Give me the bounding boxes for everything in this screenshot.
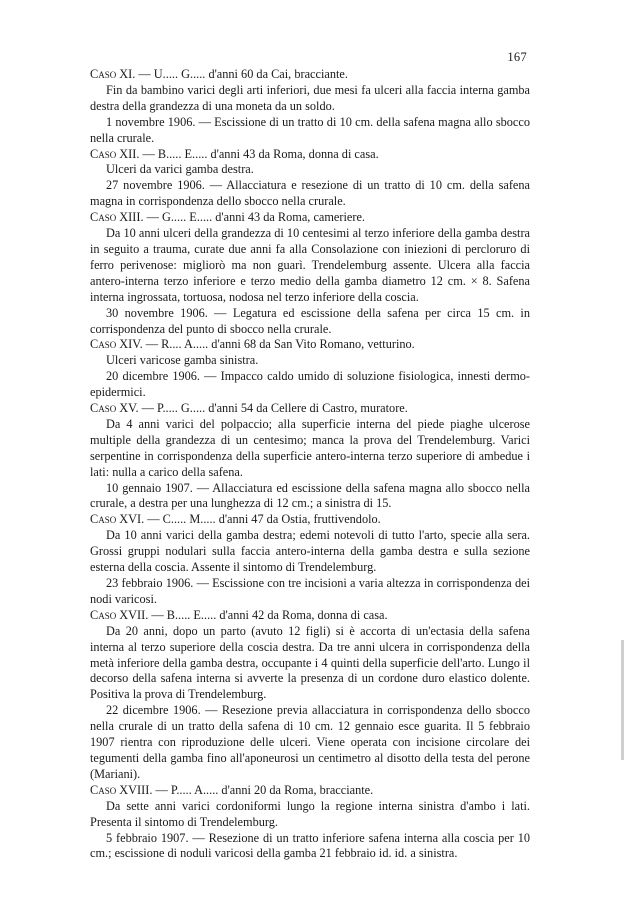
case-heading-12	[90, 147, 530, 163]
case-paragraph: 30 novembre 1906. — Legatura ed escissione della safena per circa 15 cm. in corrispondenza del punto di sbocco nella crurale.	[90, 305, 530, 336]
case-heading-text: XVIII. — P..... A..... d'anni 20 da Roma, bracciante.	[116, 782, 374, 797]
case-paragraph: Ulceri varicose gamba sinistra.	[106, 353, 259, 368]
case-heading-text: XI. — U..... G..... d'anni 60 da Cai, bracciante.	[116, 67, 348, 81]
case-paragraph: 23 febbraio 1906. — Escissione con tre incisioni a varia altezza in corrispondenza dei nodi varicosi.	[90, 576, 530, 606]
case-paragraph: Da sette anni varici cordoniformi lungo la regione interna sinistra d'ambo i lati. Presenta il sintomo di Trendelemburg.	[90, 798, 530, 829]
case-label: Caso	[90, 67, 117, 81]
case-label: Caso	[90, 401, 117, 416]
case-paragraph: 10 gennaio 1907. — Allacciatura ed escissione della safena magna allo sbocco nella crurale, a destra per una lunghezza di 12 cm.; a sinistra di 15.	[90, 480, 530, 511]
case-paragraph: Da 10 anni varici della gamba destra; edemi notevoli di tutto l'arto, specie alla sera. Grossi gruppi nodulari sulla faccia antero-interna della gamba destra e sulla sezione esterna della coscia. Assente il sintomo di Trendelemburg.	[90, 528, 530, 575]
case-heading-text: XVI. — C..... M..... d'anni 47 da Ostia, fruttivendolo.	[116, 512, 381, 527]
case-label: Caso	[90, 607, 117, 622]
case-paragraph: Da 20 anni, dopo un parto (avuto 12 figli) si è accorta di un'ectasia della safena interna al terzo superiore della coscia destra. Da tre anni ulcera in corrispondenza della metà inferiore della gamba destra, occupante i 4 quinti della superficie dell'arto. Lungo il decorso della safena interna si avverte la presenza di un cordone duro elastico dolente. Positiva la prova di Trendelemburg.	[90, 623, 530, 702]
case-heading-13	[90, 210, 530, 226]
case-heading-text: XIII. — G..... E..... d'anni 43 da Roma, cameriere.	[116, 210, 365, 225]
case-label: Caso	[90, 337, 117, 352]
case-label: Caso	[90, 146, 117, 161]
case-paragraph: 27 novembre 1906. — Allacciatura e resezione di un tratto di 10 cm. della safena magna in corrispondenza dello sbocco nella crurale.	[90, 178, 530, 209]
case-paragraph: Da 10 anni ulceri della grandezza di 10 centesimi al terzo inferiore della gamba destra in seguito a trauma, curate due anni fa alla Consolazione con iniezioni di percloruro di ferro perivenose: migliorò ma non guarì. Trendelemburg assente. Ulcera alla faccia antero-interna terzo inferiore e terzo medio della gamba diametro 12 cm. × 8. Safena interna ingrossata, tortuosa, nodosa nel terzo inferiore della coscia.	[90, 226, 530, 304]
case-report-text	[90, 67, 530, 862]
case-paragraph: 5 febbraio 1907. — Resezione di un tratto inferiore safena interna alla coscia per 10 cm.; escissione di noduli varicosi della gamba 21 febbraio id. id. a sinistra.	[90, 830, 530, 861]
case-paragraph: 1 novembre 1906. — Escissione di un tratto di 10 cm. della safena magna allo sbocco nella crurale.	[90, 114, 530, 145]
case-heading-11	[90, 67, 530, 83]
case-heading-text: XVII. — B..... E..... d'anni 42 da Roma, donna di casa.	[116, 607, 388, 622]
case-heading-17	[90, 608, 530, 624]
case-heading-15	[90, 401, 530, 417]
case-heading-text: XII. — B..... E..... d'anni 43 da Roma, donna di casa.	[116, 146, 379, 161]
case-heading-14	[90, 337, 530, 353]
case-heading-18	[90, 783, 530, 799]
case-paragraph: Fin da bambino varici degli arti inferiori, due mesi fa ulceri alla faccia interna gamba destra della grandezza di una moneta da un soldo.	[90, 82, 530, 113]
case-paragraph: 22 dicembre 1906. — Resezione previa allacciatura in corrispondenza dello sbocco nella crurale di un tratto della safena di 10 cm. 12 gennaio esce guarita. Il 5 febbraio 1907 rientra con riproduzione delle ulceri. Viene operata con incisione circolare dei tegumenti della gamba fino all'aponeurosi un centimetro al disotto della testa del perone (Mariani).	[90, 703, 530, 781]
case-heading-text: XV. — P..... G..... d'anni 54 da Cellere di Castro, muratore.	[116, 401, 408, 416]
case-paragraph: Ulceri da varici gamba destra.	[106, 162, 254, 177]
case-paragraph: Da 4 anni varici del polpaccio; alla superficie interna del piede piaghe ulcerose multiple della grandezza di un centesimo; manca la prova del Trendelemburg. Varici serpentine in corrispondenza della superficie antero-interna terzo superiore di ambedue i lati: nulla a carico della safena.	[90, 416, 530, 479]
case-heading-16	[90, 512, 530, 528]
page-number: 167	[507, 50, 527, 64]
case-label: Caso	[90, 782, 117, 797]
case-label: Caso	[90, 210, 117, 225]
case-label: Caso	[90, 512, 117, 527]
case-paragraph: 20 dicembre 1906. — Impacco caldo umido di soluzione fisiologica, innesti dermo-epidermici.	[90, 369, 530, 400]
case-heading-text: XIV. — R.... A..... d'anni 68 da San Vito Romano, vetturino.	[116, 337, 415, 352]
